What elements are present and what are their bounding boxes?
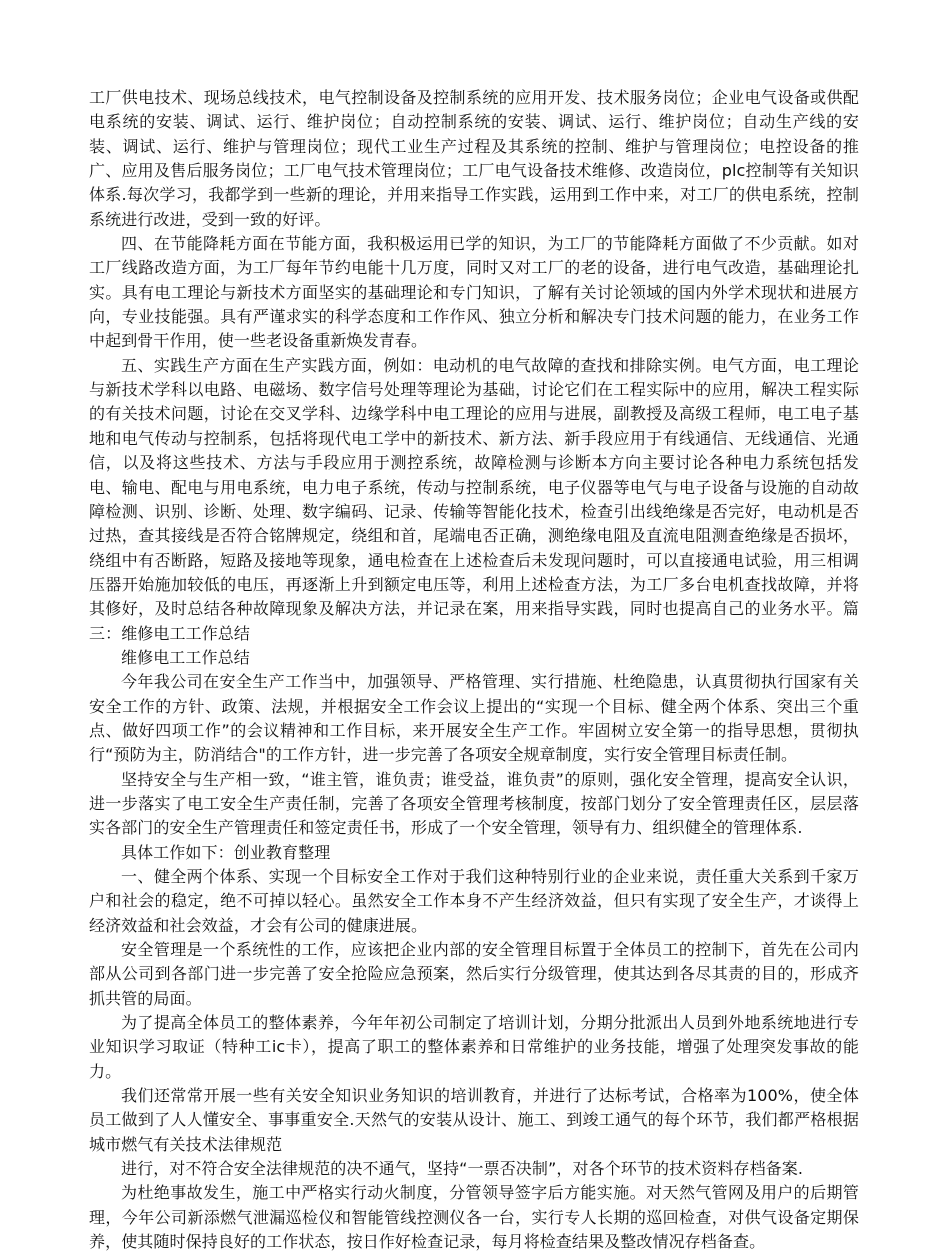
section-title: 维修电工工作总结	[121, 647, 250, 667]
paragraph-10: 为了提高全体员工的整体素养，今年年初公司制定了培训计划，分期分批派出人员到外地系统地进行专业知识学习取证（特种工ic卡），提高了职工的整体素养和日常维护的业务技能，增强了处理突发事故的能力。	[89, 1013, 859, 1081]
paragraph-2: 四、在节能降耗方面在节能方面，我积极运用已学的知识，为工厂的节能降耗方面做了不少贡献。如对工厂线路改造方面，为工厂每年节约电能十几万度，同时又对工厂的老的设备，进行电气改造，基础理论扎实。具有电工理论与新技术方面坚实的基础理论和专门知识，了解有关讨论领域的国内外学术现状和进展方向，专业技能强。具有严谨求实的科学态度和工作作风、独立分析和解决专门技术问题的能力，在业务工作中起到骨干作用，使一些老设备重新焕发青春。	[89, 234, 859, 351]
paragraph-9: 安全管理是一个系统性的工作，应该把企业内部的安全管理目标置于全体员工的控制下，首先在公司内部从公司到各部门进一步完善了安全抢险应急预案，然后实行分级管理，使其达到各尽其责的目的，形成齐抓共管的局面。	[89, 940, 859, 1008]
paragraph-5: 今年我公司在安全生产工作当中，加强领导、严格管理、实行措施、杜绝隐患，认真贯彻执行国家有关安全工作的方针、政策、法规，并根据安全工作会议上提出的“实现一个目标、健全两个体系、突出三个重点、做好四项工作”的会议精神和工作目标，来开展安全生产工作。牢固树立安全第一的指导思想，贯彻执行“预防为主，防消结合"的工作方针，进一步完善了各项安全规章制度，实行安全管理目标责任制。	[89, 672, 859, 765]
paragraph-1: 工厂供电技术、现场总线技术，电气控制设备及控制系统的应用开发、技术服务岗位；企业电气设备或供配电系统的安装、调试、运行、维护岗位；自动控制系统的安装、调试、运行、维护岗位；自动生产线的安装、调试、运行、维护与管理岗位；现代工业生产过程及其系统的控制、维护与管理岗位；电控设备的推广、应用及售后服务岗位；工厂电气技术管理岗位；工厂电气设备技术维修、改造岗位，plc控制等有关知识体系.每次学习，我都学到一些新的理论，并用来指导工作实践，运用到工作中来，对工厂的供电系统，控制系统进行改进，受到一致的好评。	[89, 88, 859, 229]
paragraph-11: 我们还常常开展一些有关安全知识业务知识的培训教育，并进行了达标考试，合格率为100%，使全体员工做到了人人懂安全、事事重安全.天然气的安装从设计、施工、到竣工通气的每个环节，我们都严格根据城市燃气有关技术法律规范	[89, 1086, 859, 1154]
paragraph-6: 坚持安全与生产相一致，“谁主管，谁负责；谁受益，谁负责”的原则，强化安全管理，提高安全认识，进一步落实了电工安全生产责任制，完善了各项安全管理考核制度，按部门划分了安全管理责任区，层层落实各部门的安全生产管理责任和签定责任书，形成了一个安全管理，领导有力、组织健全的管理体系.	[89, 769, 859, 838]
paragraph-7: 具体工作如下：创业教育整理	[121, 842, 331, 862]
document-body	[89, 86, 859, 1255]
paragraph-8: 一、健全两个体系、实现一个目标安全工作对于我们这种特别行业的企业来说，责任重大关系到千家万户和社会的稳定，绝不可掉以轻心。虽然安全工作本身不产生经济效益，但只有实现了安全生产，才谈得上经济效益和社会效益，才会有公司的健康进展。	[89, 867, 859, 935]
paragraph-13: 为杜绝事故发生，施工中严格实行动火制度，分管领导签字后方能实施。对天然气管网及用户的后期管理，今年公司新添燃气泄漏巡检仪和智能管线控测仪各一台，实行专人长期的巡回检查，对供气设备定期保养，使其随时保持良好的工作状态，按日作好检查记录，每月将检查结果及整改情况存档备查。	[89, 1183, 859, 1252]
paragraph-3: 五、实践生产方面在生产实践方面，例如：电动机的电气故障的查找和排除实例。电气方面，电工理论与新技术学科以电路、电磁场、数字信号处理等理论为基础，讨论它们在工程实际中的应用，解决工程实际的有关技术问题，讨论在交叉学科、边缘学科中电工理论的应用与进展，副教授及高级工程师，电工电子基地和电气传动与控制系，包括将现代电工学中的新技术、新方法、新手段应用于有线通信、无线通信、光通信，以及将这些技术、方法与手段应用于测控系统，故障检测与诊断本方向主要讨论各种电力系统包括发电、输电、配电与用电系统，电力电子系统，传动与控制系统，电子仪器等电气与电子设备与设施的自动故障检测、识别、诊断、处理、数字编码、记录、传输等智能化技术，检查引出线绝缘是否完好，电动机是否过热，查其接线是否符合铭牌规定，绕组和首，尾端电否正确，测绝缘电阻及直流电阻测查绝缘是否损坏，绕组中有否断路，短路及接地等现象，通电检查在上述检查后未发现问题时，可以直接通电试验，用三相调压器开始施加较低的电压，再逐渐上升到额定电压等，利用上述检查方法，为工厂多台电机查找故障，并将其修好，及时总结各种故障现象及解决方法，并记录在案，用来指导实践，同时也提高自己的业务水平。篇三：维修电工工作总结	[89, 355, 859, 643]
paragraph-12: 进行，对不符合安全法律规范的决不通气，坚持“一票否决制”，对各个环节的技术资料存档备案.	[121, 1159, 804, 1179]
